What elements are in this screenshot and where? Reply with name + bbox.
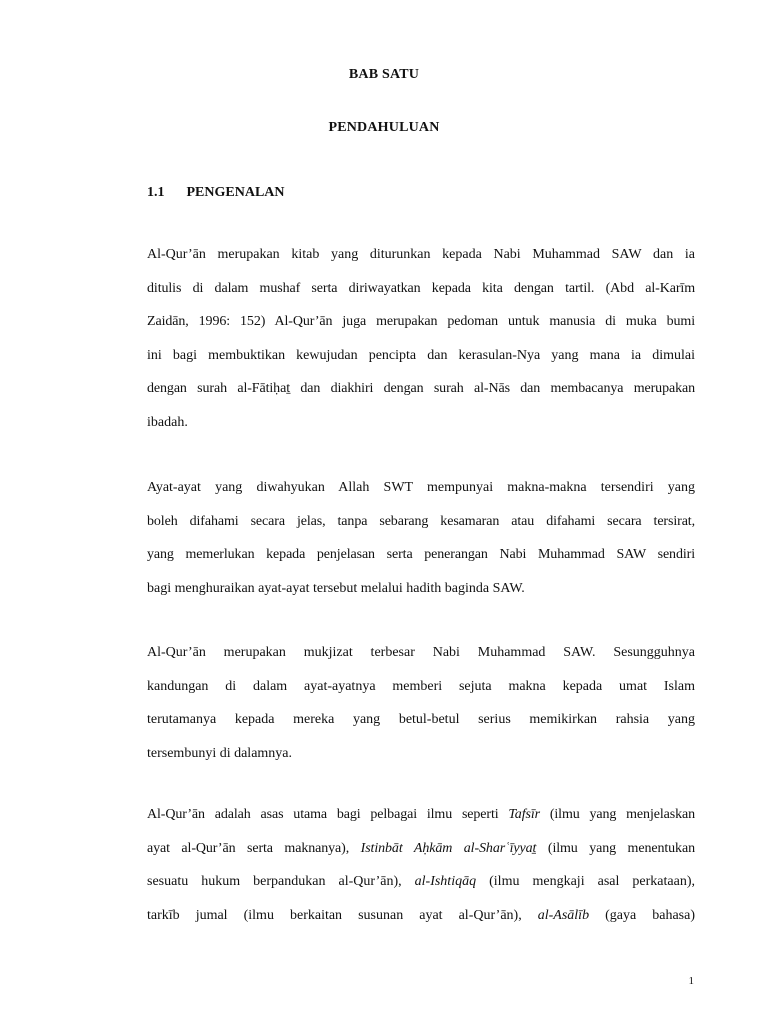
line-text: (gaya bahasa): [589, 907, 695, 923]
line-text: tarkīb jumal (ilmu berkaitan susunan ayat al-Qur’ān),: [147, 907, 538, 923]
paragraph-line: ibadah.: [147, 414, 188, 430]
paragraph-line: Al-Qur’ān merupakan kitab yang diturunkan kepada Nabi Muhammad SAW dan ia: [147, 247, 695, 262]
chapter-number: BAB SATU: [348, 67, 420, 82]
italic-term: Tafsīr: [508, 807, 540, 822]
paragraph-line: yang memerlukan kepada penjelasan serta penerangan Nabi Muhammad SAW sendiri: [147, 547, 695, 562]
section-heading: [147, 185, 285, 201]
paragraph-line: [147, 899, 695, 933]
paragraph-line: Ayat-ayat yang diwahyukan Allah SWT mempunyai makna-makna tersendiri yang: [147, 480, 695, 495]
italic-term: al-Asālīb: [537, 907, 590, 923]
paragraph-line: Zaidān, 1996: 152) Al-Qur’ān juga merupakan pedoman untuk manusia di muka bumi: [147, 314, 695, 329]
paragraph-line: ini bagi membuktikan kewujudan pencipta dan kerasulan-Nya yang mana ia dimulai: [147, 347, 695, 363]
paragraph-3: [147, 636, 695, 770]
paragraph-2: [147, 471, 695, 605]
line-text: Al-Qur’ān adalah asas utama bagi pelbagai ilmu seperti: [147, 807, 509, 822]
page-number: 1: [688, 975, 694, 987]
paragraph-4: [147, 798, 695, 932]
line-text: sesuatu hukum berpandukan al-Qur’ān),: [147, 874, 415, 889]
paragraph-line: terutamanya kepada mereka yang betul-betul serius memikirkan rahsia yang: [147, 712, 695, 727]
paragraph-1: [147, 238, 695, 439]
paragraph-line: dengan surah al-Fātiḥaṯ dan diakhiri dengan surah al-Nās dan membacanya merupakan: [147, 381, 695, 396]
section-title: PENGENALAN: [186, 185, 285, 200]
paragraph-line: [147, 865, 695, 899]
paragraph-line: boleh difahami secara jelas, tanpa sebarang kesamaran atau difahami secara tersirat,: [147, 513, 695, 529]
paragraph-line: ditulis di dalam mushaf serta diriwayatkan kepada kita dengan tartil. (Abd al-Karīm: [147, 280, 695, 296]
line-text: ayat al-Qur’ān serta maknanya),: [147, 840, 361, 856]
paragraph-line: tersembunyi di dalamnya.: [147, 745, 293, 761]
section-number: 1.1: [147, 185, 165, 200]
paragraph-line: Al-Qur’ān merupakan mukjizat terbesar Nabi Muhammad SAW. Sesungguhnya: [147, 645, 695, 660]
paragraph-line: [147, 832, 695, 866]
paragraph-line: [147, 798, 695, 832]
italic-term: al-Ishtiqāq: [414, 874, 477, 889]
paragraph-line: bagi menghuraikan ayat-ayat tersebut melalui hadith baginda SAW.: [147, 580, 525, 596]
italic-term: Istinbāt Aḥkām al-Sharʿīyyaṯ: [360, 840, 537, 856]
chapter-title: PENDAHULUAN: [328, 120, 440, 135]
paragraph-line: kandungan di dalam ayat-ayatnya memberi sejuta makna kepada umat Islam: [147, 678, 695, 694]
line-text: (ilmu yang menentukan: [536, 840, 695, 856]
line-text: (ilmu yang menjelaskan: [539, 807, 696, 822]
line-text: (ilmu mengkaji asal perkataan),: [476, 874, 695, 889]
